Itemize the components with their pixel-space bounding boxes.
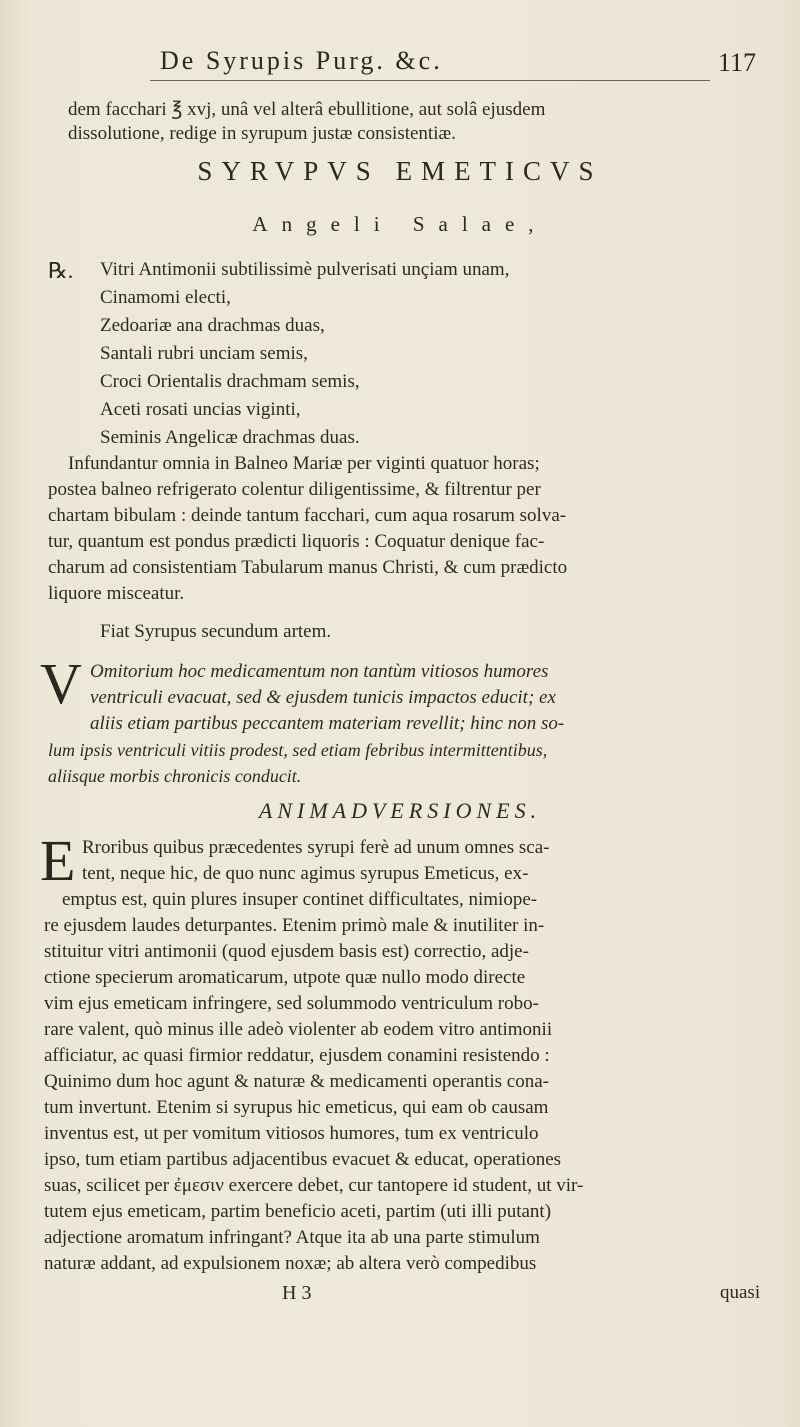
body-line: ipso, tum etiam partibus adjacentibus evacuet & educat, operationes: [44, 1149, 562, 1170]
procedure-line: chartam bibulam : deinde tantum facchari, cum aqua rosarum solva-: [48, 505, 567, 526]
drop-cap: E: [40, 828, 76, 893]
procedure-line: Fiat Syrupus secundum artem.: [100, 621, 332, 642]
body-line: adjectione aromatum infringant? Atque ita ab una parte stimulum: [44, 1227, 540, 1248]
recipe-subtitle: Angeli Salae,: [252, 212, 548, 236]
body-line: tutem ejus emeticam, partim beneficio aceti, partim (uti illi putant): [44, 1201, 552, 1222]
recipe-title: SYRVPVS EMETICVS: [197, 156, 603, 186]
recipe-symbol: ℞.: [48, 258, 74, 283]
ingredient-line: Croci Orientalis drachmam semis,: [100, 371, 360, 392]
page-number: 117: [718, 48, 757, 77]
body-line: vim ejus emeticam infringere, sed solummodo ventriculum robo-: [44, 993, 539, 1014]
body-line: naturæ addant, ad expulsionem noxæ; ab altera verò compedibus: [44, 1253, 537, 1274]
ingredient-line: Santali rubri unciam semis,: [100, 343, 308, 364]
procedure-line: Infundantur omnia in Balneo Mariæ per viginti quatuor horas;: [68, 453, 540, 474]
body-line: afficiatur, ac quasi firmior reddatur, ejusdem conamini resistendo :: [44, 1045, 550, 1066]
running-head-title: De Syrupis Purg. &c.: [160, 46, 443, 75]
vomitorium-line: Omitorium hoc medicamentum non tantùm vitiosos humores: [90, 661, 549, 682]
signature-mark: H 3: [282, 1282, 312, 1304]
body-line: stituitur vitri antimonii (quod ejusdem basis est) correctio, adje-: [44, 941, 529, 962]
section-heading: ANIMADVERSIONES.: [258, 798, 542, 823]
vomitorium-line: aliis etiam partibus peccantem materiam revellit; hinc non so-: [90, 713, 565, 734]
body-line: Quinimo dum hoc agunt & naturæ & medicamenti operantis cona-: [44, 1071, 549, 1092]
ingredient-line: Aceti rosati uncias viginti,: [100, 399, 301, 420]
body-line: rare valent, quò minus ille adeò violenter ab eodem vitro antimonii: [44, 1019, 553, 1040]
procedure-line: liquore misceatur.: [48, 583, 185, 604]
body-line: emptus est, quin plures insuper continet difficultates, nimiope-: [62, 889, 538, 910]
vomitorium-line: ventriculi evacuat, sed & ejusdem tunicis impactos educit; ex: [90, 687, 556, 708]
ingredient-line: Cinamomi electi,: [100, 287, 231, 308]
body-line: ctione specierum aromaticarum, utpote quæ nullo modo directe: [44, 967, 526, 988]
ingredient-line: Zedoariæ ana drachmas duas,: [100, 315, 325, 336]
running-head: [0, 46, 800, 86]
body-line: suas, scilicet per ἐμεσιν exercere debet, cur tantopere id student, ut vir-: [44, 1175, 584, 1196]
vomitorium-line: aliisque morbis chronicis conducit.: [48, 766, 302, 786]
procedure-line: charum ad consistentiam Tabularum manus Christi, & cum prædicto: [48, 557, 568, 578]
body-line: re ejusdem laudes deturpantes. Etenim primò male & inutiliter in-: [44, 915, 545, 936]
body-line: inventus est, ut per vomitum vitiosos humores, tum ex ventriculo: [44, 1123, 539, 1144]
procedure-line: tur, quantum est pondus prædicti liquoris : Coquatur denique fac-: [48, 531, 545, 552]
header-rule: [150, 80, 710, 81]
drop-cap: V: [40, 651, 82, 716]
ingredient-line: Vitri Antimonii subtilissimè pulverisati unçiam unam,: [100, 259, 510, 280]
vomitorium-line: lum ipsis ventriculi vitiis prodest, sed etiam febribus intermittentibus,: [48, 740, 548, 760]
ingredient-line: Seminis Angelicæ drachmas duas.: [100, 427, 360, 448]
intro-line: dissolutione, redige in syrupum justæ consistentiæ.: [68, 123, 456, 144]
catchword: quasi: [720, 1282, 761, 1303]
body-line: tum invertunt. Etenim si syrupus hic emeticus, qui eam ob causam: [44, 1097, 549, 1118]
body-line: Rroribus quibus præcedentes syrupi ferè ad unum omnes sca-: [82, 837, 550, 858]
body-line: tent, neque hic, de quo nunc agimus syrupus Emeticus, ex-: [82, 863, 529, 884]
intro-line: dem facchari ℥ xvj, unâ vel alterâ ebullitione, aut solâ ejusdem: [68, 99, 546, 120]
procedure-line: postea balneo refrigerato colentur diligentissime, & filtrentur per: [48, 479, 541, 500]
